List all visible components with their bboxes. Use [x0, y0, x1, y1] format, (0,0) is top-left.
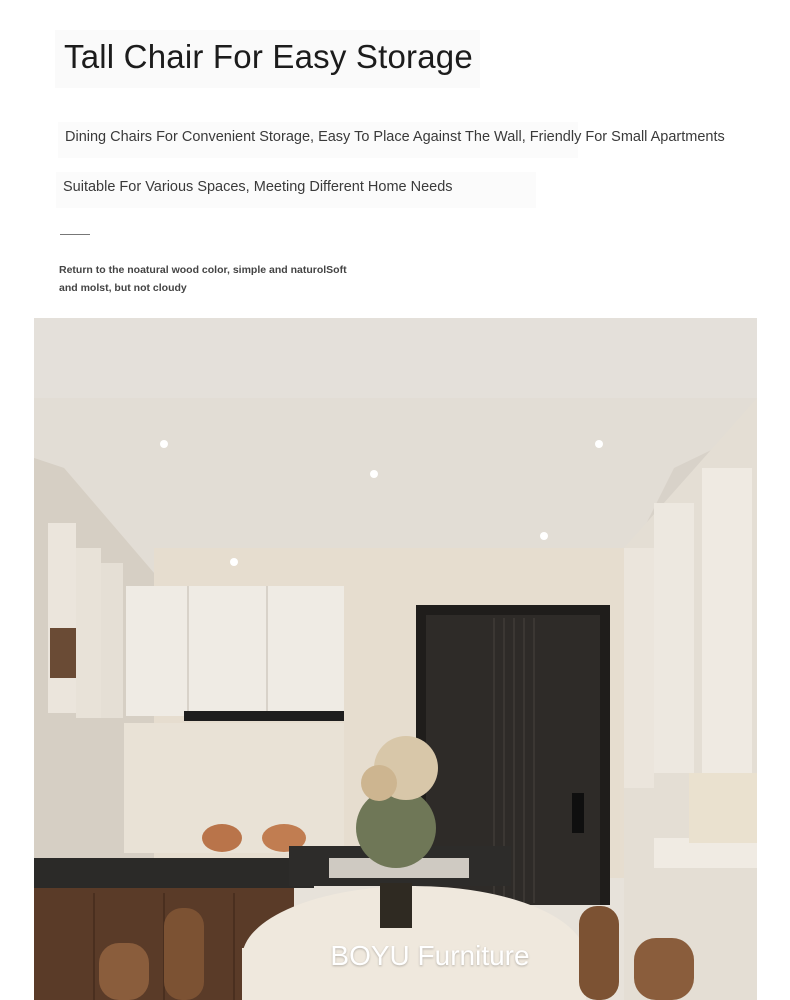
subtitle-line-2: Suitable For Various Spaces, Meeting Different Home Needs — [63, 179, 453, 195]
divider — [60, 234, 90, 235]
subtitle-line-1: Dining Chairs For Convenient Storage, Easy To Place Against The Wall, Friendly For Small Apartments — [65, 129, 725, 145]
caption-text: Return to the noatural wood color, simple and naturolSoft and molst, but not cloudy — [59, 264, 347, 294]
kitchen-dining-photo — [34, 318, 757, 1000]
page-title: Tall Chair For Easy Storage — [64, 38, 473, 75]
watermark-text: BOYU Furniture — [330, 940, 530, 971]
